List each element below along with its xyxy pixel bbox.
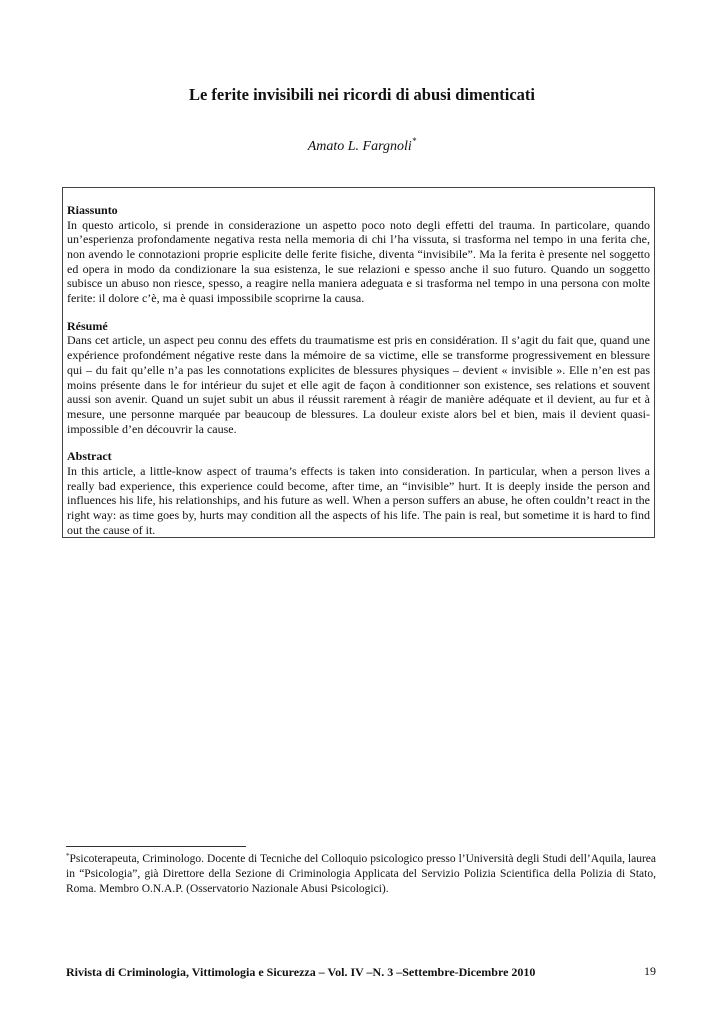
abstract-section-french (67, 319, 650, 437)
paper-title: Le ferite invisibili nei ricordi di abusi dimenticati (188, 85, 536, 104)
footnote-text: Psicoterapeuta, Criminologo. Docente di Tecniche del Colloquio psicologico presso l’Università degli Studi dell’Aquila, laurea in “Psicologia”, già Direttore della Sezione di Criminologia Applicata del Servizio Polizia Scientifica della Polizia di Stato, Roma. Membro O.N.A.P. (Osservatorio Nazionale Abusi Psicologici). (66, 853, 656, 895)
section-body: Dans cet article, un aspect peu connu des effets du traumatisme est pris en considération. Il s’agit du fait que, quand une expérience profondément négative reste dans la mémoire de sa victime, elle se transforme progressivement en blessure qui – du fait qu’elle n’a pas les connotations explicites de blessures physiques – devient « invisible ». Elle n’en est pas moins présente dans le for intérieur du sujet et elle agit de façon à conditionner son existence, ses relations et souvent aussi son avenir. Quand un sujet subit un abus il réussit rarement à réagir de manière adéquate et il devient, au fur et à mesure, une personne marquée par beaucoup de blessures. La douleur existe alors bel et bien, mais il devient quasi-impossible d’en découvrir la cause. (67, 333, 650, 436)
section-body: In questo articolo, si prende in considerazione un aspetto poco noto degli effetti del trauma. In particolare, quando un’esperienza profondamente negativa resta nella memoria di chi l’ha vissuta, si trasforma nel tempo in una ferita che, non avendo le connotazioni proprie esplicite delle ferite fisiche, diventa “invisibile”. Ma la ferita è presente nel soggetto ed opera in modo da condizionare la sua esistenza, le sue relazioni e spesso anche il suo futuro. Quando un soggetto subisce un abuso non riesce, spesso, a reagire nella maniera adeguata e si trasforma nel tempo in una persona con molte ferite: il dolore c’è, ma è quasi impossibile scoprirne la causa. (67, 217, 650, 306)
abstract-box (62, 187, 655, 538)
abstract-section-english (67, 449, 650, 537)
section-heading: Abstract (67, 449, 112, 464)
section-body: In this article, a little-know aspect of trauma’s effects is taken into consideration. In particular, when a person lives a really bad experience, this experience could become, after time, an “invisible” hurt. It is deeply inside the person and influences his life, his relationships, and his future as well. When a person suffers an abuse, he often couldn’t react in the right way: as time goes by, hurts may condition all the aspects of his life. The pain is real, but sometime it is hard to find out the cause of it. (67, 463, 650, 537)
author-line (0, 136, 724, 155)
footnote (66, 852, 656, 897)
section-heading: Résumé (67, 318, 108, 333)
author-footnote-mark: * (411, 136, 417, 146)
section-heading: Riassunto (67, 203, 118, 217)
page-number: 19 (644, 964, 656, 978)
footnote-mark: * (66, 852, 70, 860)
abstract-section-italian (67, 203, 650, 306)
footnote-divider (66, 846, 246, 847)
journal-footer: Rivista di Criminologia, Vittimologia e Sicurezza – Vol. IV –N. 3 –Settembre-Dicembre 2010 (66, 965, 536, 979)
author-name: Amato L. Fargnoli (307, 139, 412, 154)
